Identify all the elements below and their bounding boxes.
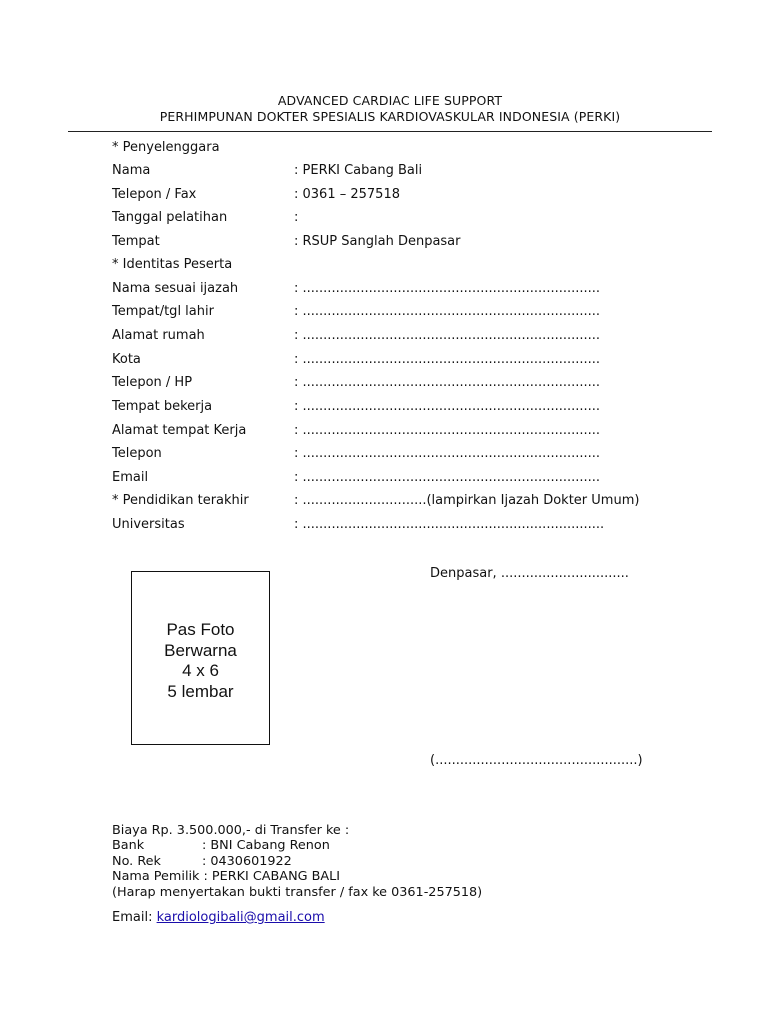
photo-instructions: Pas Foto Berwarna 4 x 6 5 lembar <box>164 620 237 701</box>
field-label: Tempat/tgl lahir <box>112 304 214 319</box>
contact-email <box>112 908 325 928</box>
field-value: : PERKI Cabang Bali <box>294 163 423 178</box>
header-title: ADVANCED CARDIAC LIFE SUPPORT <box>277 93 503 108</box>
field-value: : 0361 – 257518 <box>294 187 400 202</box>
field-label: Email <box>112 470 149 485</box>
field-label: Tempat bekerja <box>112 399 213 414</box>
field-label: Telepon / HP <box>112 375 193 390</box>
field-label: Tanggal pelatihan <box>112 210 228 225</box>
field-label: Telepon / Fax <box>112 187 197 202</box>
field-value: : ..............................(lampirkan Ijazah Dokter Umum) <box>294 493 640 508</box>
field-value: : RSUP Sanglah Denpasar <box>294 234 461 249</box>
field-label: Nama sesuai ijazah <box>112 281 239 296</box>
field-value: : ........................................................................ <box>294 304 601 319</box>
photo-placeholder-box <box>131 571 270 745</box>
email-label: Email: <box>112 910 157 925</box>
header-organization: PERHIMPUNAN DOKTER SPESIALIS KARDIOVASKULAR INDONESIA (PERKI) <box>159 109 621 124</box>
field-label: Tempat <box>112 234 160 249</box>
field-value: : ........................................................................ <box>294 423 601 438</box>
place-date-line: Denpasar, ............................... <box>430 566 629 581</box>
field-value: : ........................................................................ <box>294 470 601 485</box>
field-value: : ......................................................................... <box>294 517 605 532</box>
signature-line: (.................................................) <box>430 753 643 768</box>
field-value: : ........................................................................ <box>294 281 601 296</box>
field-label: Alamat tempat Kerja <box>112 423 247 438</box>
field-label: * Pendidikan terakhir <box>112 493 249 508</box>
field-label: Universitas <box>112 517 185 532</box>
email-link[interactable]: kardiologibali@gmail.com <box>156 910 325 925</box>
field-label: Nama <box>112 163 151 178</box>
field-label: Kota <box>112 352 141 367</box>
field-value: : ........................................................................ <box>294 375 601 390</box>
field-label: Telepon <box>112 446 162 461</box>
form-header <box>0 93 768 125</box>
header-divider <box>68 131 712 132</box>
field-value: : ........................................................................ <box>294 446 601 461</box>
field-value: : ........................................................................ <box>294 328 601 343</box>
field-value: : ........................................................................ <box>294 352 601 367</box>
field-label: Alamat rumah <box>112 328 205 343</box>
field-value: : ........................................................................ <box>294 399 601 414</box>
field-value: : <box>294 210 299 225</box>
